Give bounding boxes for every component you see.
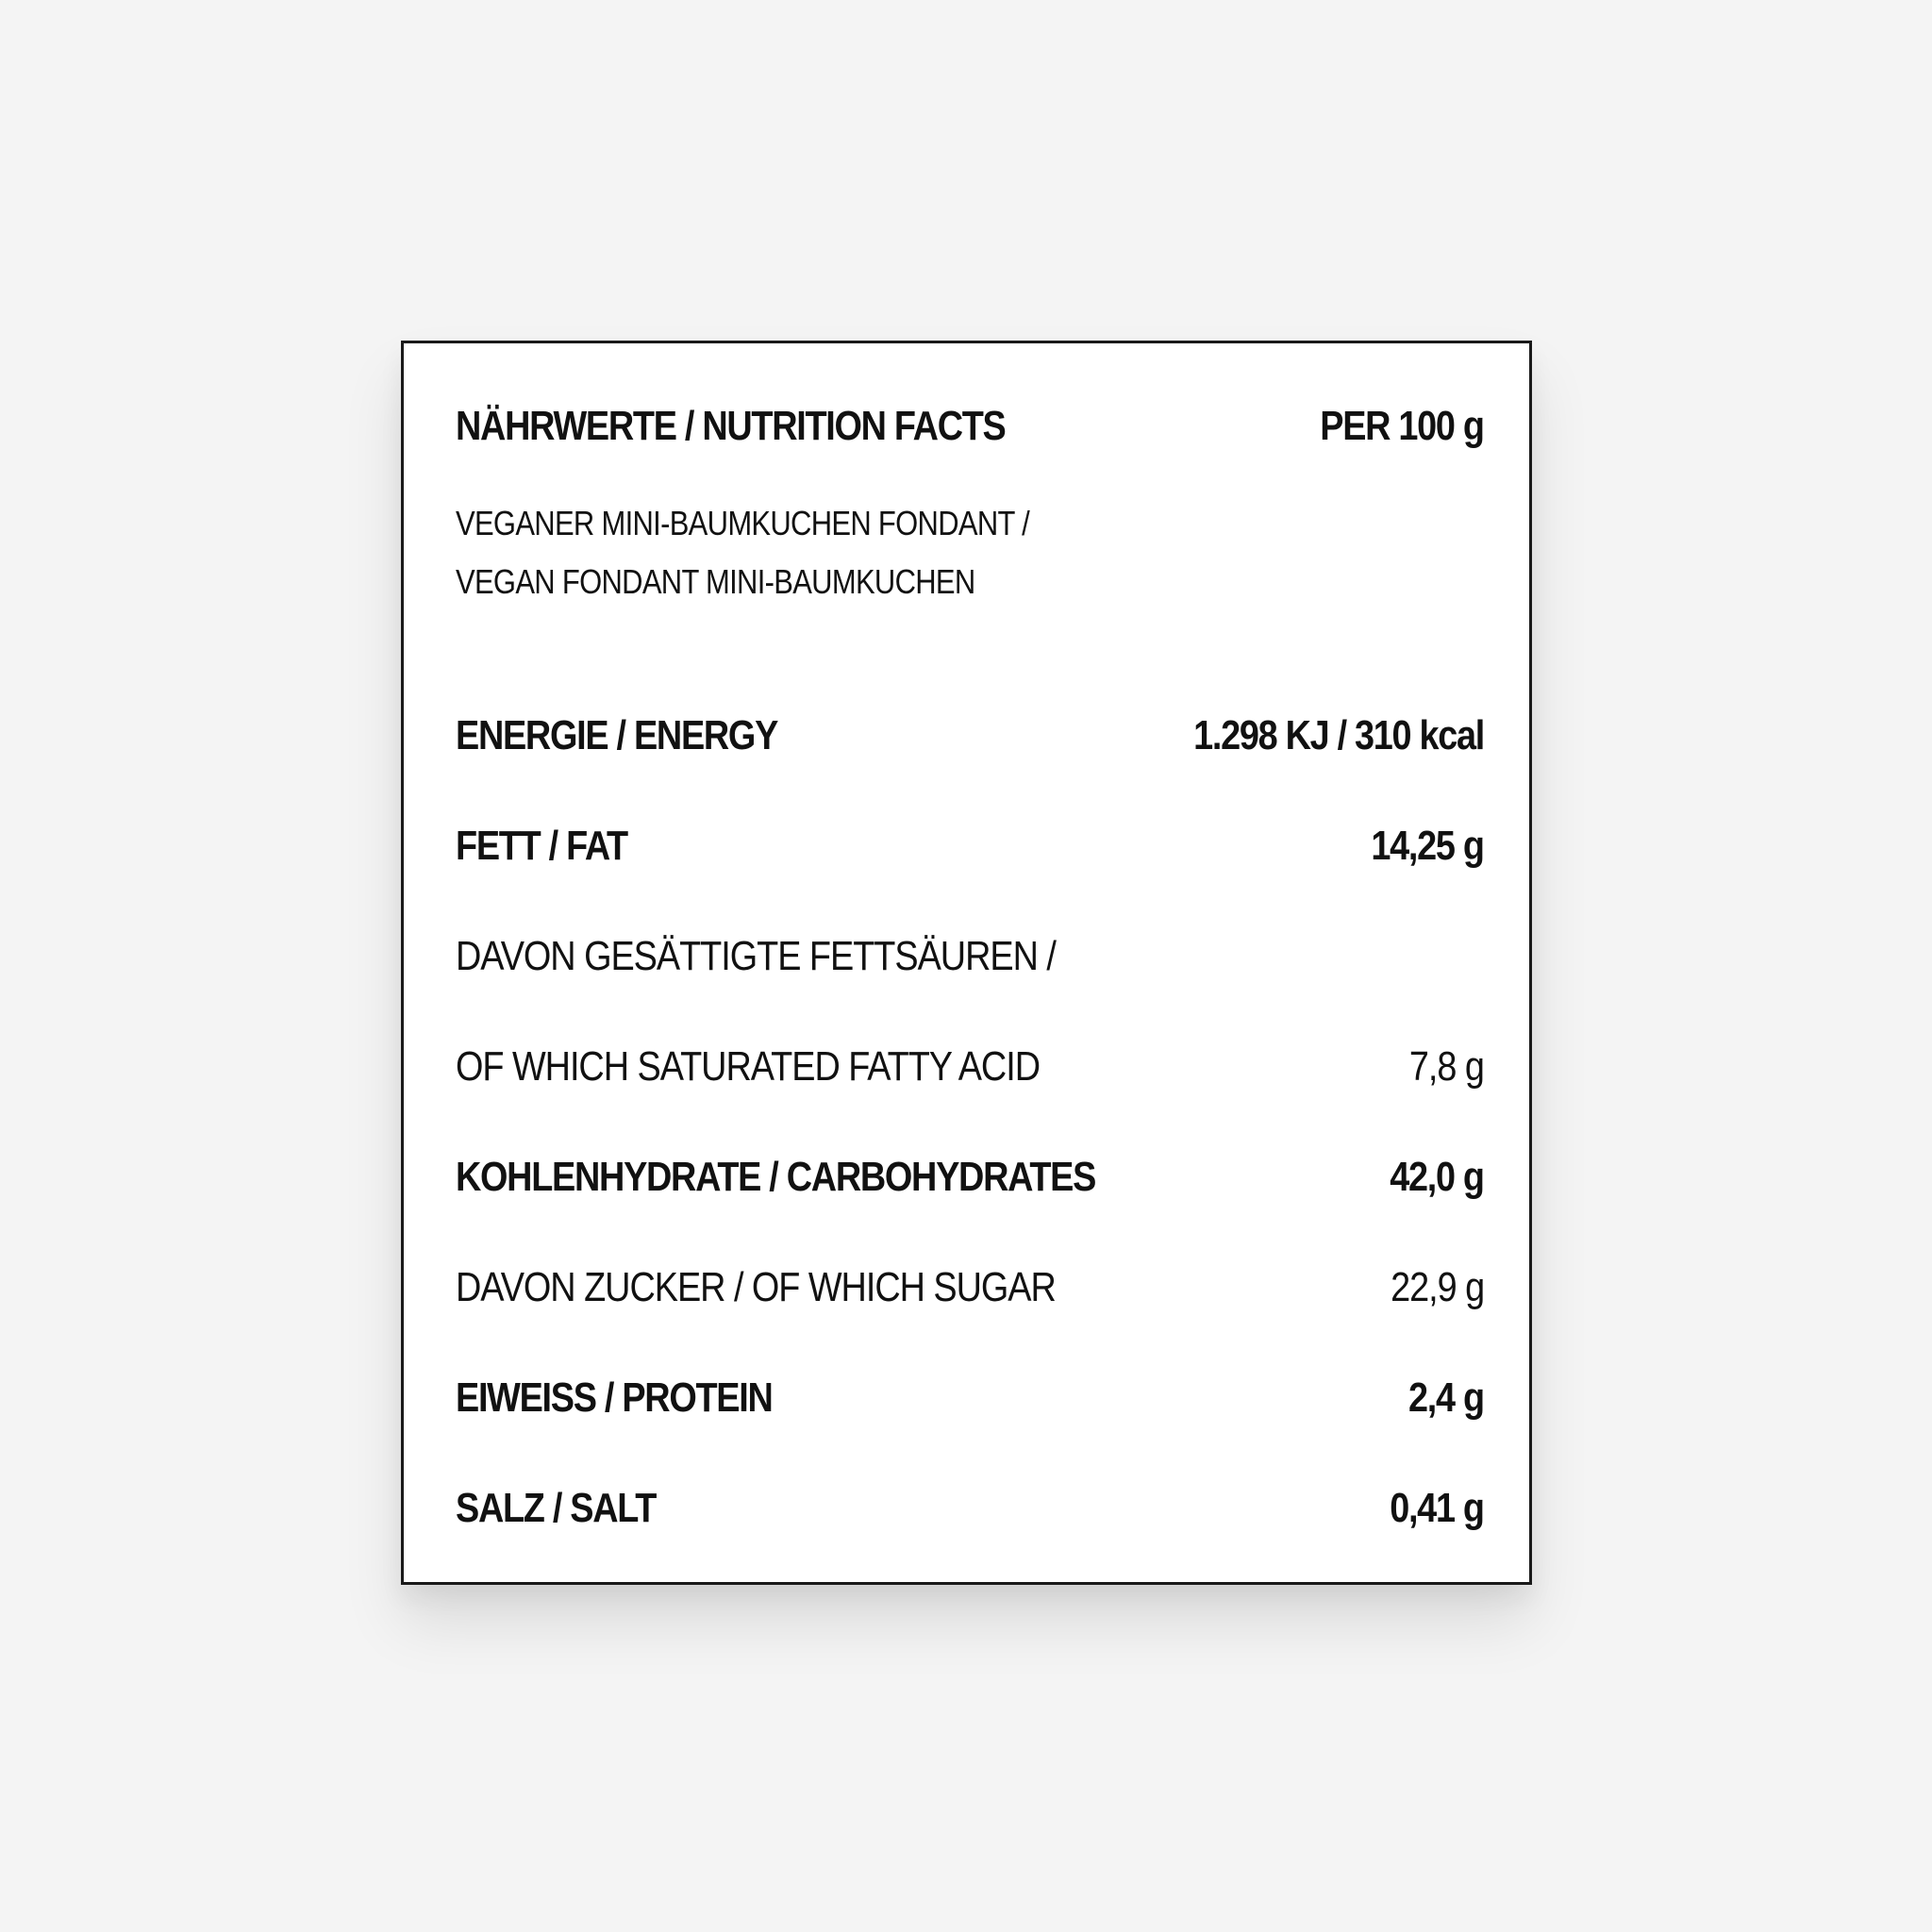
nutrition-facts-card xyxy=(401,341,1532,1585)
row-value: 42,0 g xyxy=(1390,1154,1484,1200)
row-value: 2,4 g xyxy=(1408,1374,1484,1421)
row-label: DAVON ZUCKER / OF WHICH SUGAR xyxy=(456,1264,1056,1310)
row-salt xyxy=(456,1485,1484,1531)
row-fat xyxy=(456,825,1484,867)
row-energy xyxy=(456,712,1484,758)
row-sugar xyxy=(456,1264,1484,1310)
row-protein xyxy=(456,1374,1484,1421)
product-name-line1: VEGANER MINI-BAUMKUCHEN FONDANT / xyxy=(456,504,1030,542)
row-label: KOHLENHYDRATE / CARBOHYDRATES xyxy=(456,1154,1096,1200)
product-name-line2: VEGAN FONDANT MINI-BAUMKUCHEN xyxy=(456,562,975,601)
row-value: 1.298 KJ / 310 kcal xyxy=(1193,712,1484,758)
row-label: OF WHICH SATURATED FATTY ACID xyxy=(456,1043,1040,1090)
row-value: 22,9 g xyxy=(1390,1264,1484,1310)
row-carbohydrates xyxy=(456,1154,1484,1200)
row-value: 0,41 g xyxy=(1390,1485,1484,1531)
row-value: 7,8 g xyxy=(1408,1043,1484,1090)
header-row xyxy=(456,403,1484,449)
row-saturated-de xyxy=(456,933,1484,979)
row-saturated-en xyxy=(456,1043,1484,1090)
row-label: DAVON GESÄTTIGTE FETTSÄUREN / xyxy=(456,933,1056,979)
per-100g-label: PER 100 g xyxy=(1320,403,1484,449)
row-label: ENERGIE / ENERGY xyxy=(456,712,778,758)
nutrition-title: NÄHRWERTE / NUTRITION FACTS xyxy=(456,403,1006,449)
row-value: 14,25 g xyxy=(1371,823,1484,869)
row-label: FETT / FAT xyxy=(456,823,627,869)
product-name xyxy=(456,494,1029,611)
row-label: SALZ / SALT xyxy=(456,1485,657,1531)
row-label: EIWEISS / PROTEIN xyxy=(456,1374,773,1421)
